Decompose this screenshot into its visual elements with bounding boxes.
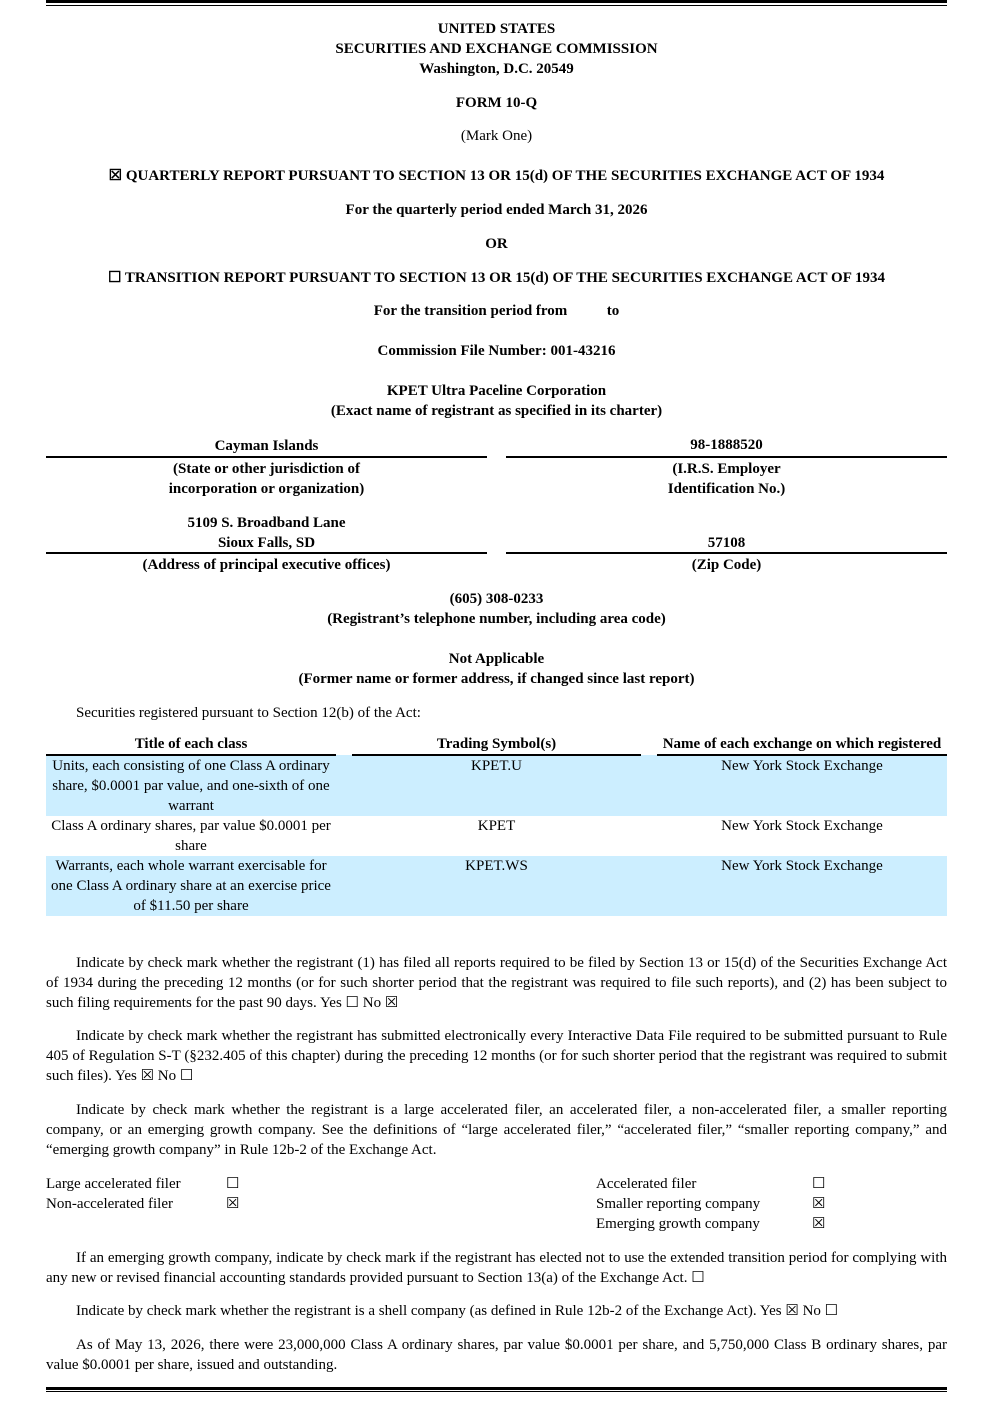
agency-line-3: Washington, D.C. 20549 xyxy=(419,61,574,77)
ein-value: 98-1888520 xyxy=(690,437,763,453)
accelerated-filer-checkbox[interactable]: ☐ xyxy=(812,1176,826,1192)
non-accelerated-filer-label: Non-accelerated filer xyxy=(46,1196,173,1212)
address-line-2: Sioux Falls, SD xyxy=(217,535,316,551)
accelerated-filer-label: Accelerated filer xyxy=(596,1176,697,1192)
jurisdiction-caption-line-2: incorporation or organization) xyxy=(168,481,365,497)
jurisdiction-rule xyxy=(46,456,487,458)
transition-period xyxy=(46,301,947,321)
emerging-growth-company-label: Emerging growth company xyxy=(596,1216,760,1232)
agency-line-1: UNITED STATES xyxy=(437,21,556,37)
address-line-1: 5109 S. Broadband Lane xyxy=(187,515,346,531)
transition-to-label: to xyxy=(606,303,620,319)
bottom-double-rule xyxy=(46,1387,947,1392)
form-title: FORM 10-Q xyxy=(455,95,538,111)
registrant-name-caption: (Exact name of registrant as specified in its charter) xyxy=(330,403,663,419)
mark-one: (Mark One) xyxy=(460,128,533,144)
address-caption: (Address of principal executive offices) xyxy=(142,557,391,573)
table-row xyxy=(46,856,947,916)
phone-number: (605) 308-0233 xyxy=(449,591,544,607)
trading-symbol: KPET.WS xyxy=(352,856,641,916)
registrant-name: KPET Ultra Paceline Corporation xyxy=(386,383,607,399)
emerging-growth-company-checkbox[interactable]: ☒ xyxy=(812,1216,826,1232)
securities-header-row xyxy=(46,734,947,755)
top-double-rule xyxy=(46,0,947,6)
zip-rule xyxy=(506,552,947,554)
ein-caption-line-1: (I.R.S. Employer xyxy=(672,461,781,477)
smaller-reporting-company-label: Smaller reporting company xyxy=(596,1196,761,1212)
securities-intro: Securities registered pursuant to Section 12(b) of the Act: xyxy=(76,705,421,721)
reports-filed-paragraph: Indicate by check mark whether the registrant (1) has filed all reports required to be filed by Section 13 or 15(d) of the Securities Exchange Act of 1934 during the preceding 12 months (or for such shorter period that the registrant was required to file such reports), and (2) has been subject to such filing requirements for the past 90 days. Yes ☐ No ☒ xyxy=(46,955,947,1011)
jurisdiction-caption-line-1: (State or other jurisdiction of xyxy=(173,461,360,477)
quarterly-period: For the quarterly period ended March 31, 2026 xyxy=(345,202,648,218)
transition-from-label: For the transition period from xyxy=(373,303,568,319)
shell-company-paragraph: Indicate by check mark whether the registrant is a shell company (as defined in Rule 12b-2 of the Exchange Act). Yes ☒ No ☐ xyxy=(76,1303,839,1319)
security-title: Class A ordinary shares, par value $0.0001 per share xyxy=(51,818,331,854)
trading-symbol: KPET.U xyxy=(352,755,641,816)
large-accelerated-filer-checkbox[interactable]: ☐ xyxy=(226,1176,240,1192)
exchange-name: New York Stock Exchange xyxy=(657,755,947,816)
header-trading-symbol: Trading Symbol(s) xyxy=(352,734,641,755)
quarterly-report-line: ☒ QUARTERLY REPORT PURSUANT TO SECTION 13 OR 15(d) OF THE SECURITIES EXCHANGE ACT OF 1934 xyxy=(108,168,885,184)
interactive-data-paragraph: Indicate by check mark whether the registrant has submitted electronically every Interactive Data File required to be submitted pursuant to Rule 405 of Regulation S-T (§232.405 of this chapter) during the preceding 12 months (or for such shorter period that the registrant was required to submit such files). Yes ☒ No ☐ xyxy=(46,1028,947,1084)
address-rule xyxy=(46,552,487,554)
header-exchange-name: Name of each exchange on which registered xyxy=(657,734,947,755)
table-row xyxy=(46,816,947,856)
shares-outstanding-paragraph: As of May 13, 2026, there were 23,000,000 Class A ordinary shares, par value $0.0001 per share, and 5,750,000 Class B ordinary shares, par value $0.0001 per share, issued and outstanding. xyxy=(46,1337,947,1373)
former-name: Not Applicable xyxy=(448,651,545,667)
non-accelerated-filer-checkbox[interactable]: ☒ xyxy=(226,1196,240,1212)
transition-report-line: ☐ TRANSITION REPORT PURSUANT TO SECTION 13 OR 15(d) OF THE SECURITIES EXCHANGE ACT OF 1934 xyxy=(107,270,886,286)
header-title-of-class: Title of each class xyxy=(46,734,336,755)
jurisdiction-caption xyxy=(46,459,487,499)
table-row xyxy=(46,755,947,816)
commission-file-number: Commission File Number: 001-43216 xyxy=(377,343,616,359)
former-name-caption: (Former name or former address, if changed since last report) xyxy=(298,671,695,687)
zip-value: 57108 xyxy=(707,535,746,551)
transition-election-paragraph: If an emerging growth company, indicate by check mark if the registrant has elected not to use the extended transition period for complying with any new or revised financial accounting standards provided pursuant to Section 13(a) of the Exchange Act. ☐ xyxy=(46,1250,947,1286)
address-value xyxy=(46,513,487,553)
trading-symbol: KPET xyxy=(477,818,516,834)
filer-status-paragraph: Indicate by check mark whether the registrant is a large accelerated filer, an accelerated filer, a non-accelerated filer, a smaller reporting company, or an emerging growth company. See the definitions of “large accelerated filer,” “accelerated filer,” “smaller reporting company,” and “emerging growth company” in Rule 12b-2 of the Exchange Act. xyxy=(46,1102,947,1158)
zip-caption: (Zip Code) xyxy=(691,557,762,573)
security-title: Warrants, each whole warrant exercisable for one Class A ordinary share at an exercise price of $11.50 per share xyxy=(46,856,336,916)
phone-caption: (Registrant’s telephone number, including area code) xyxy=(327,611,666,627)
smaller-reporting-company-checkbox[interactable]: ☒ xyxy=(812,1196,826,1212)
exchange-name: New York Stock Exchange xyxy=(657,856,947,916)
exchange-name: New York Stock Exchange xyxy=(721,818,883,834)
agency-line-2: SECURITIES AND EXCHANGE COMMISSION xyxy=(335,41,658,57)
large-accelerated-filer-label: Large accelerated filer xyxy=(46,1176,181,1192)
security-title: Units, each consisting of one Class A ordinary share, $0.0001 par value, and one-sixth of one warrant xyxy=(46,755,336,816)
securities-table xyxy=(46,734,947,916)
ein-rule xyxy=(506,456,947,458)
ein-caption xyxy=(506,459,947,499)
jurisdiction-value: Cayman Islands xyxy=(214,438,319,454)
or-separator: OR xyxy=(485,236,508,252)
ein-caption-line-2: Identification No.) xyxy=(667,481,786,497)
